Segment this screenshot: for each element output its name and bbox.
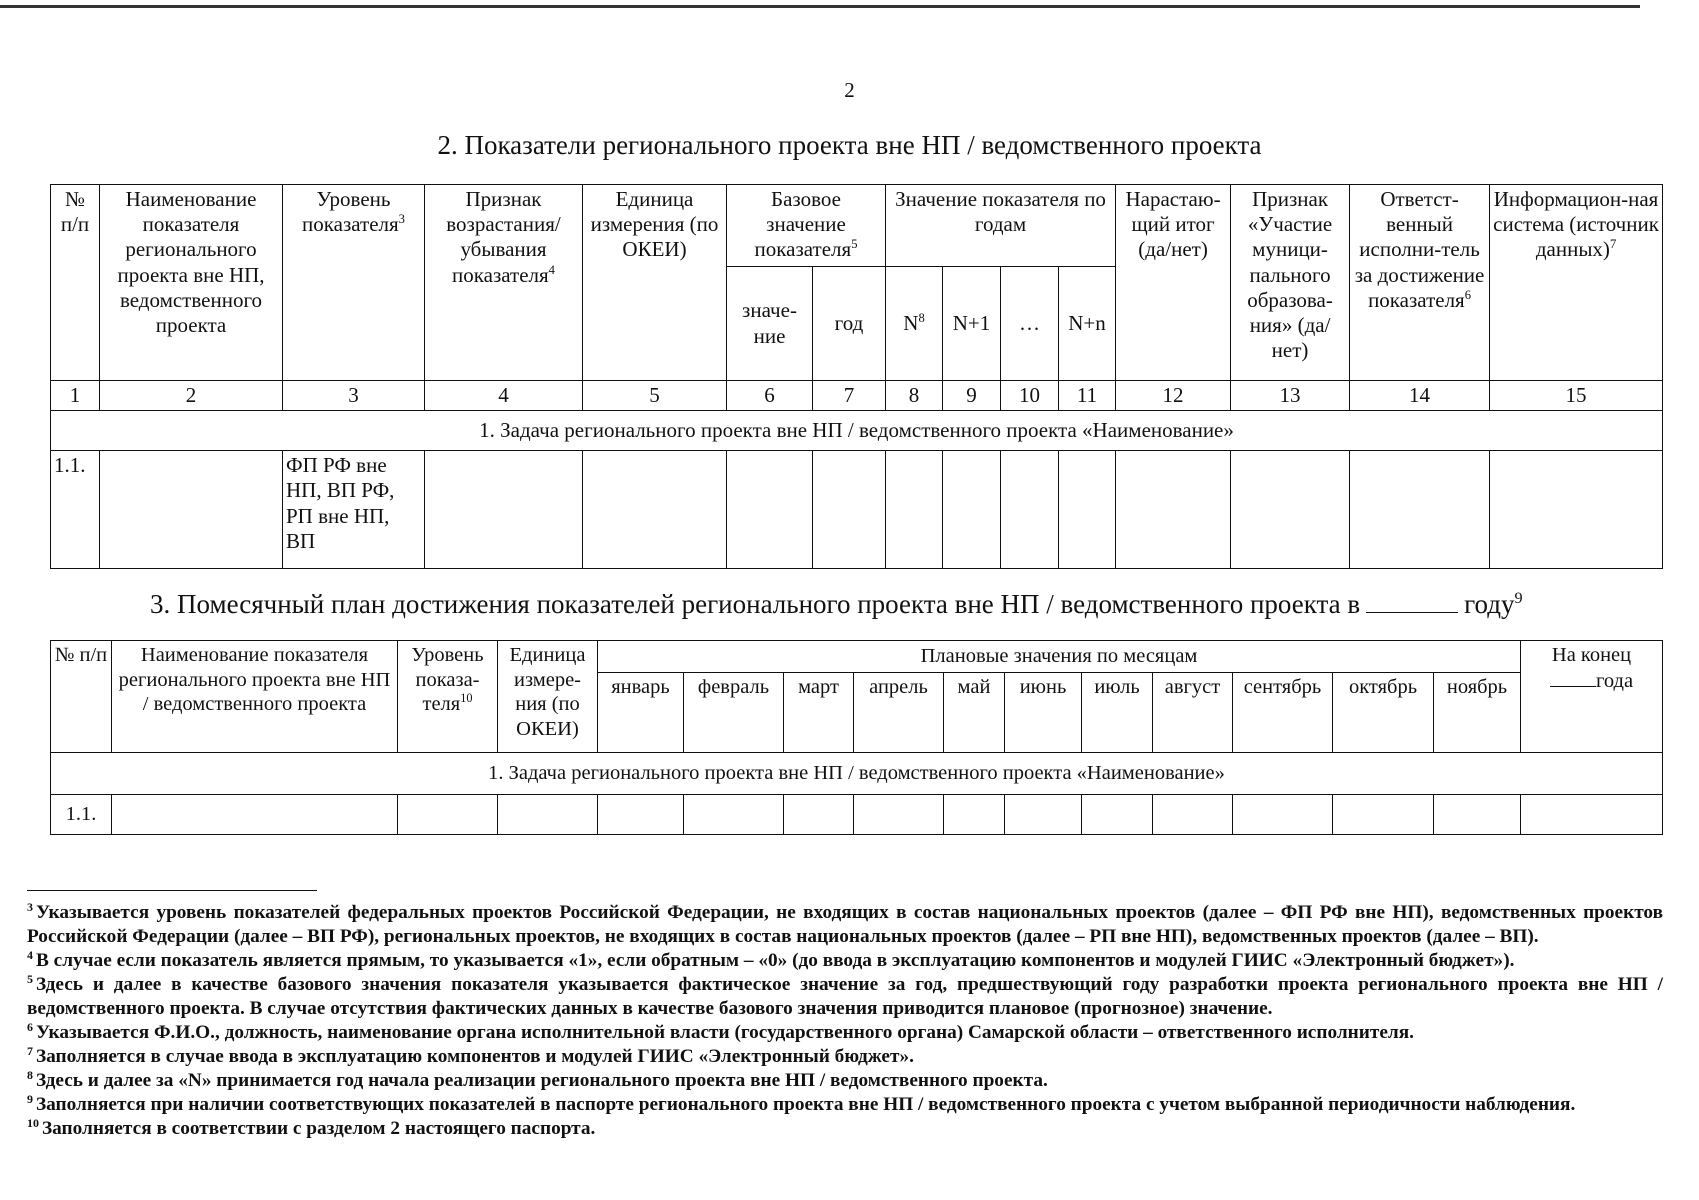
footnotes: [27, 901, 1663, 1141]
column-number: 1: [51, 381, 100, 411]
year-blank: [1366, 588, 1458, 613]
footnote: $^9$ Заполняется при наличии соответствующих показателей в паспорте регионального проекта вне НП / ведомственного проекта с учетом выбранной периодичности наблюдения.: [27, 1091, 1576, 1115]
header-indicator-name: Наименование показателя регионального проекта вне НП, ведомственного проекта: [100, 185, 283, 381]
column-number: 14: [1350, 381, 1490, 411]
empty-cell: [498, 795, 598, 835]
empty-cell: [854, 795, 944, 835]
column-number: 15: [1490, 381, 1663, 411]
empty-cell: [598, 795, 684, 835]
header-base-value-year: год: [813, 267, 886, 381]
empty-cell: [1521, 795, 1663, 835]
header-values-by-year: Значение показателя по годам: [886, 185, 1116, 267]
header-number: № п/п: [51, 641, 112, 753]
empty-cell: [943, 451, 1001, 569]
header-unit: Единица измерения (по ОКЕИ): [583, 185, 727, 381]
header-unit: Единица измере-ния (по ОКЕИ): [498, 641, 598, 753]
month-header: апрель: [854, 673, 944, 753]
empty-cell: [944, 795, 1005, 835]
empty-cell: [583, 451, 727, 569]
column-number: 5: [583, 381, 727, 411]
header-municipal-participation: Признак «Участие муници-пального образова-ния» (да/нет): [1231, 185, 1350, 381]
empty-cell: [425, 451, 583, 569]
month-header: январь: [598, 673, 684, 753]
column-number: 10: [1001, 381, 1059, 411]
header-year-ellipsis: …: [1001, 267, 1059, 381]
header-base-value-amount: значе-ние: [727, 267, 813, 381]
empty-cell: [1082, 795, 1153, 835]
footnote: $^8$ Здесь и далее за «N» принимается год начала реализации регионального проекта вне НП / ведомственного проекта.: [27, 1067, 1048, 1091]
header-monthly-plan: Плановые значения по месяцам: [598, 641, 1521, 673]
month-header: февраль: [684, 673, 784, 753]
header-year-n-plus-1: N+1: [943, 267, 1001, 381]
section-2-indicators-table: [50, 184, 1663, 569]
empty-cell: [112, 795, 398, 835]
month-header: август: [1153, 673, 1233, 753]
header-indicator-level: Уровень показателя$^3$: [283, 185, 425, 381]
page-number: 2: [844, 78, 855, 102]
footnote: $^7$ Заполняется в случае ввода в эксплуатацию компонентов и модулей ГИИС «Электронный бюджет».: [27, 1043, 914, 1067]
empty-cell: [1059, 451, 1116, 569]
section-3-monthly-plan-table: [50, 640, 1663, 835]
footnote: $^4$ В случае если показатель является прямым, то указывается «1», если обратным – «0» (до ввода в эксплуатацию компонентов и модулей ГИИС «Электронный бюджет»).: [27, 947, 1515, 971]
empty-cell: [684, 795, 784, 835]
empty-cell: [1116, 451, 1231, 569]
month-header: сентябрь: [1233, 673, 1333, 753]
empty-cell: [1350, 451, 1490, 569]
column-number: 2: [100, 381, 283, 411]
footnote: $^5$ Здесь и далее в качестве базового значения показателя указывается фактическое значение за год, предшествующий году разработки проекта регионального проекта вне НП / ведомственного проекта. В случае отсутствия фактических данных в качестве базового значения приводится плановое (прогнозное) значение.: [27, 971, 1663, 1019]
indicator-name-cell: [100, 451, 283, 569]
row-number: 1.1.: [51, 795, 112, 835]
header-cumulative-total: Нарастаю-щий итог (да/нет): [1116, 185, 1231, 381]
header-number: № п/п: [51, 185, 100, 381]
top-border-line: [0, 5, 1640, 8]
header-indicator-level: Уровень показа-теля$^{10}$: [398, 641, 498, 753]
column-number: 7: [813, 381, 886, 411]
header-information-system: Информацион-ная система (источник данных)$^7$: [1490, 185, 1663, 381]
header-year-n: $N^8$: [886, 267, 943, 381]
row-number: 1.1.: [51, 451, 100, 569]
column-number: 6: [727, 381, 813, 411]
month-header: март: [784, 673, 854, 753]
task-row: 1. Задача регионального проекта вне НП / ведомственного проекта «Наименование»: [51, 411, 1663, 451]
indicator-level-cell: ФП РФ вне НП, ВП РФ, РП вне НП, ВП: [283, 451, 425, 569]
empty-cell: [1333, 795, 1434, 835]
header-year-n-plus-n: N+n: [1059, 267, 1116, 381]
header-base-value: Базовое значение показателя$^5$: [727, 185, 886, 267]
empty-cell: [1005, 795, 1082, 835]
empty-cell: [1233, 795, 1333, 835]
header-year-end: На конец года: [1521, 641, 1663, 753]
empty-cell: [1434, 795, 1521, 835]
empty-cell: [886, 451, 943, 569]
header-indicator-name: Наименование показателя регионального проекта вне НП / ведомственного проекта: [112, 641, 398, 753]
task-row: 1. Задача регионального проекта вне НП / ведомственного проекта «Наименование»: [51, 753, 1663, 795]
section-2-title: 2. Показатели регионального проекта вне НП / ведомственного проекта: [437, 130, 1262, 160]
empty-cell: [1231, 451, 1350, 569]
month-header: ноябрь: [1434, 673, 1521, 753]
empty-cell: [813, 451, 886, 569]
empty-cell: [398, 795, 498, 835]
column-number: 8: [886, 381, 943, 411]
footnote: $^{10}$ Заполняется в соответствии с разделом 2 настоящего паспорта.: [27, 1115, 596, 1139]
month-header: май: [944, 673, 1005, 753]
empty-cell: [1153, 795, 1233, 835]
column-number: 9: [943, 381, 1001, 411]
empty-cell: [1001, 451, 1059, 569]
section-3-title: 3. Помесячный план достижения показателей регионального проекта вне НП / ведомственного проекта в году$^9$: [150, 589, 1523, 619]
footnote: $^6$ Указывается Ф.И.О., должность, наименование органа исполнительной власти (государственного органа) Самарской области – ответственного исполнителя.: [27, 1019, 1414, 1043]
column-number: 12: [1116, 381, 1231, 411]
footnote: $^3$ Указывается уровень показателей федеральных проектов Российской Федерации, не входящих в состав национальных проектов (далее – ФП РФ вне НП), ведомственных проектов Российской Федерации (далее – ВП РФ), региональных проектов, не входящих в состав национальных проектов (далее – РП вне НП), ведомственных проектов (далее – ВП).: [27, 899, 1663, 947]
empty-cell: [1490, 451, 1663, 569]
month-header: июнь: [1005, 673, 1082, 753]
column-number: 11: [1059, 381, 1116, 411]
column-number: 3: [283, 381, 425, 411]
footnote-separator: [27, 890, 317, 891]
month-header: июль: [1082, 673, 1153, 753]
header-responsible-executor: Ответст-венный исполни-тель за достижение показателя$^6$: [1350, 185, 1490, 381]
column-number: 13: [1231, 381, 1350, 411]
empty-cell: [727, 451, 813, 569]
column-number: 4: [425, 381, 583, 411]
empty-cell: [784, 795, 854, 835]
header-growth-sign: Признак возрастания/ убывания показателя$^4$: [425, 185, 583, 381]
month-header: октябрь: [1333, 673, 1434, 753]
